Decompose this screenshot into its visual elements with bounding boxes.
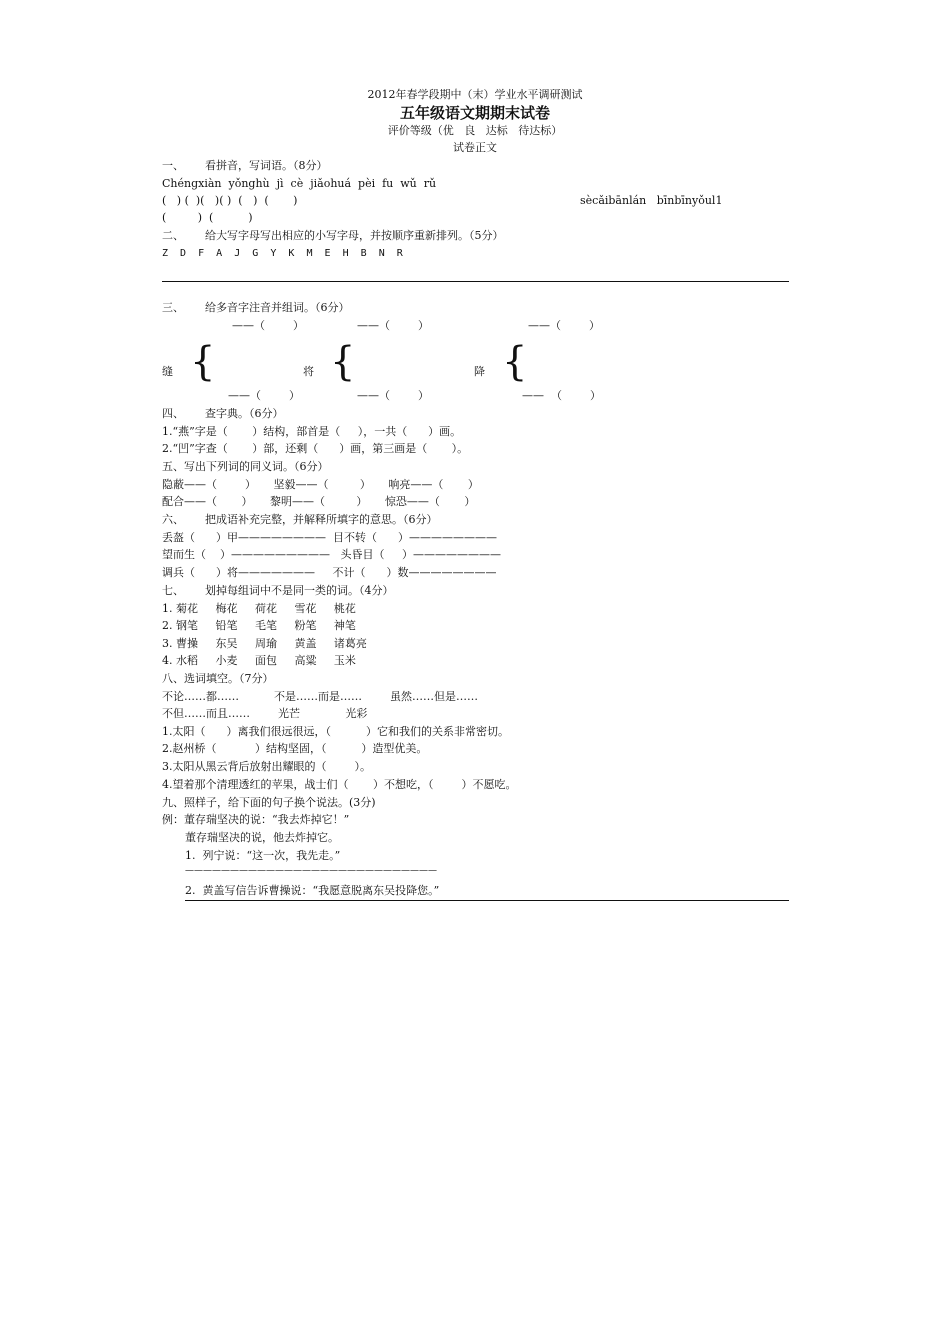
q7-line-3: 3. 曹操 东吴 周瑜 黄盖 诸葛亮	[162, 637, 367, 650]
subtitle: 试卷正文	[453, 141, 497, 154]
q1-blanks-1: ( ) ( )( )( ) ( ) ( )	[162, 194, 298, 207]
q1-pinyin: Chéngxiàn yǒnghù jì cè jiǎohuá pèi fu wǔ rǔ	[162, 177, 437, 190]
q8-line-1: 1.太阳（ ）离我们很远很远，（ ）它和我们的关系非常密切。	[162, 725, 509, 738]
q3-top-1: ——（ ）	[232, 319, 304, 332]
q3-bottom-1: ——（ ）	[228, 389, 300, 402]
q7-line-2: 2. 钢笔 铅笔 毛笔 粉笔 神笔	[162, 619, 356, 632]
q8-words-1: 不论……都…… 不是……而是…… 虽然……但是……	[162, 690, 478, 703]
q3-bottom-2: ——（ ）	[357, 389, 429, 402]
q9-example-2: 董存瑞坚决的说，他去炸掉它。	[185, 831, 339, 844]
q3-top-2: ——（ ）	[357, 319, 429, 332]
q6-line-2: 望而生（ ）————————— 头昏目（ ）————————	[162, 548, 501, 561]
rating-line: 评价等级（优 良 达标 待达标）	[387, 124, 563, 137]
q8-heading: 八、选词填空。（7分）	[162, 672, 274, 685]
q8-line-4: 4.望着那个清理透红的苹果，战士们（ ）不想吃，（ ）不愿吃。	[162, 778, 517, 791]
brace-icon: {	[190, 339, 216, 385]
q8-words-2: 不但……而且…… 光芒 光彩	[162, 707, 368, 720]
q6-line-1: 丢盔（ ）甲———————— 目不转（ ）————————	[162, 531, 497, 544]
q7-line-4: 4. 水稻 小麦 面包 高粱 玉米	[162, 654, 356, 667]
q9-heading: 九、照样子，给下面的句子换个说法。(3分)	[162, 796, 376, 809]
answer-line	[185, 900, 789, 901]
q6-heading: 六、 把成语补充完整，并解释所填字的意思。（6分）	[162, 513, 438, 526]
q9-example-1: 例：董存瑞坚决的说：“我去炸掉它！”	[162, 813, 350, 826]
q9-sentence-2: 2. 黄盖写信告诉曹操说：“我愿意脱离东吴投降您。”	[185, 884, 440, 897]
q6-line-3: 调兵（ ）将——————— 不计（ ）数————————	[162, 566, 497, 579]
q3-top-3: ——（ ）	[528, 319, 600, 332]
brace-icon: {	[502, 339, 528, 385]
page-title: 五年级语文期期末试卷	[399, 104, 550, 122]
q9-sentence-1: 1. 列宁说：“这一次，我先走。”	[185, 849, 341, 862]
q3-char-2: 将	[303, 365, 314, 378]
q3-bottom-3: —— （ ）	[522, 389, 601, 402]
q8-line-3: 3.太阳从黑云背后放射出耀眼的（ ）。	[162, 760, 371, 773]
answer-line	[162, 281, 789, 282]
q5-line-1: 隐蔽——（ ） 坚毅——（ ） 响亮——（ ）	[162, 478, 479, 491]
q3-char-1: 缝	[162, 365, 173, 378]
q7-line-1: 1. 菊花 梅花 荷花 雪花 桃花	[162, 602, 356, 615]
q3-heading: 三、 给多音字注音并组词。（6分）	[162, 301, 350, 314]
q5-heading: 五、写出下列词的同义词。（6分）	[162, 460, 329, 473]
q1-blanks-2: ( ) ( )	[162, 211, 253, 224]
q4-line-2: 2.“凹”字查（ ）部，还剩（ ）画，第三画是（ ）。	[162, 442, 469, 455]
brace-icon: {	[330, 339, 356, 385]
q4-line-1: 1.“燕”字是（ ）结构，部首是（ ），一共（ ）画。	[162, 425, 462, 438]
q7-heading: 七、 划掉每组词中不是同一类的词。（4分）	[162, 584, 394, 597]
q5-line-2: 配合——（ ） 黎明——（ ） 惊恐——（ ）	[162, 495, 476, 508]
q3-char-3: 降	[474, 365, 485, 378]
q8-line-2: 2.赵州桥（ ）结构坚固，（ ）造型优美。	[162, 742, 428, 755]
exam-session-line: 2012年春学段期中（末）学业水平调研测试	[367, 88, 583, 101]
q1-pinyin-2: sècǎibānlán bīnbīnyǒul1	[580, 194, 723, 207]
q9-answer-dashes: ————————————————————————————	[185, 866, 437, 876]
q1-heading: 一、 看拼音，写词语。（8分）	[162, 159, 328, 172]
q2-letters: Z D F A J G Y K M E H B N R	[162, 248, 403, 259]
q4-heading: 四、 查字典。（6分）	[162, 407, 284, 420]
q2-heading: 二、 给大写字母写出相应的小写字母，并按顺序重新排列。（5分）	[162, 229, 504, 242]
